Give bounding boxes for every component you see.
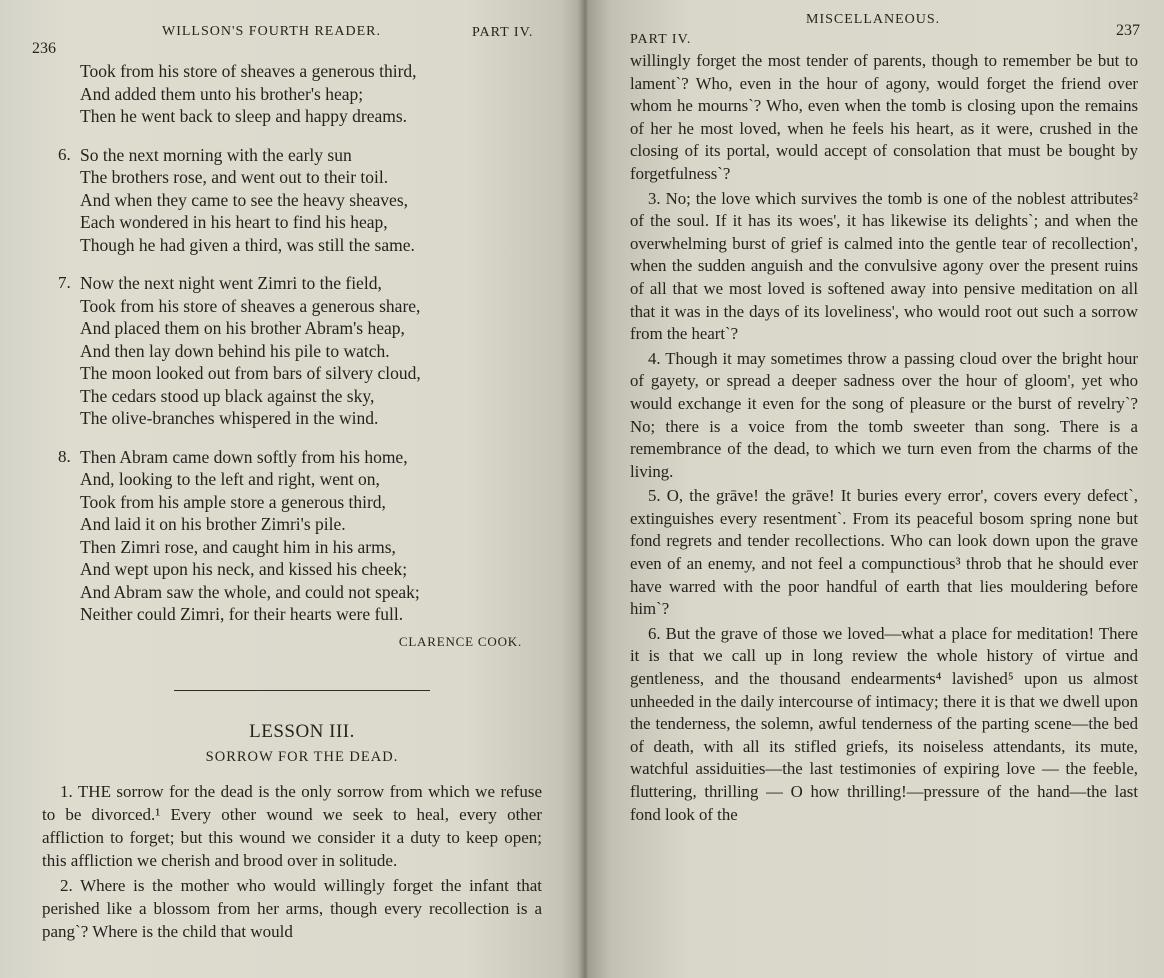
left-running-title: WILLSON'S FOURTH READER. bbox=[162, 24, 381, 39]
poem-line: Neither could Zimri, for their hearts were full. bbox=[80, 604, 404, 624]
lesson-paragraph: 6. But the grave of those we loved—what a place for meditation! There it is that we call up in long review the whole history of virtue and gentleness, and the thousand endearments⁴ lavished⁵ upon us almost unheeded in the daily intercourse of intimacy; there it is that we dwell upon the tenderness, the solemn, awful tenderness of the parting scene—the bed of death, with all its stifled griefs, its noiseless attendants, its mute, watchful assiduities—the last testimonies of expiring love — the feeble, fluttering, thrilling — O how thrilling!—pressure of the hand—the last fond look of the bbox=[630, 623, 1138, 824]
poem-line: Now the next night went Zimri to the field, bbox=[80, 273, 382, 293]
poem-line: And laid it on his brother Zimri's pile. bbox=[80, 514, 346, 534]
right-part-label: PART IV. bbox=[630, 32, 692, 47]
poem-line: And Abram saw the whole, and could not speak; bbox=[80, 581, 420, 602]
poem-line: And placed them on his brother Abram's heap, bbox=[80, 318, 405, 338]
left-page-number: 236 bbox=[32, 40, 56, 57]
poem-line: Took from his store of sheaves a generous third, bbox=[80, 61, 417, 81]
left-running-head bbox=[32, 20, 542, 62]
lesson-paragraph: 1. THE sorrow for the dead is the only sorrow from which we refuse to be divorced.¹ Every other wound we seek to heal, every other affliction to forget; but this wound we consider it a duty to keep open; this affliction we cherish and brood over in solitude. bbox=[42, 781, 542, 870]
poem-line: Took from his ample store a generous third, bbox=[80, 491, 386, 512]
poem-line: Though he had given a third, was still the same. bbox=[80, 234, 415, 255]
lesson-title: LESSON III. bbox=[249, 720, 355, 742]
poem-line: The brothers rose, and went out to their toil. bbox=[80, 167, 389, 187]
stanza-number: 7. bbox=[58, 273, 71, 292]
section-divider bbox=[174, 690, 430, 691]
poem-attribution: CLARENCE COOK. bbox=[398, 633, 522, 649]
poem-line: Then Abram came down softly from his home, bbox=[80, 446, 408, 467]
left-part-label: PART IV. bbox=[472, 25, 534, 40]
poem-stanza bbox=[58, 144, 542, 257]
poem-stanza bbox=[58, 446, 542, 626]
lesson-paragraph: 5. O, the grāve! the grāve! It buries every error', covers every defect`, extinguishes every resentment`. From its peaceful bosom spring none but fond regrets and tender recollections. Who can look down upon the grave even of an enemy, and not feel a compunctious³ throb that he should ever have warred with the poor handful of earth that lies mouldering before him`? bbox=[630, 486, 1138, 619]
poem-line: And wept upon his neck, and kissed his cheek; bbox=[80, 559, 408, 579]
poem-line: Took from his store of sheaves a generous share, bbox=[80, 295, 421, 316]
lesson-subtitle: SORROW FOR THE DEAD. bbox=[205, 748, 399, 765]
poem-line: Each wondered in his heart to find his heap, bbox=[80, 212, 388, 232]
lesson-paragraph: 3. No; the love which survives the tomb is one of the noblest attributes² of the soul. If it has its woes', it has likewise its delights`; and when the overwhelming burst of grief is calmed into the gentle tear of recollection', when the sudden anguish and the convulsive agony over the present ruins of all that we most loved is softened away into pensive meditation on all that it was in the days of its loveliness', who would root out such a sorrow from the heart`? bbox=[630, 188, 1138, 344]
stanza-number: 8. bbox=[58, 446, 71, 466]
poem-line: And then lay down behind his pile to watch. bbox=[80, 340, 390, 361]
poem-stanza bbox=[80, 60, 542, 128]
poem-line: The moon looked out from bars of silvery cloud, bbox=[80, 363, 421, 383]
right-page bbox=[588, 0, 1164, 978]
lesson-paragraph: 4. Though it may sometimes throw a passing cloud over the bright hour of gayety, or spread a deeper sadness over the hour of gloom', yet who would exchange it even for the song of pleasure or the burst of revelry`? No; there is a voice from the tomb sweeter than song. There is a remembrance of the dead, to which we turn even from the charms of the living. bbox=[630, 348, 1138, 481]
lesson-paragraph: 2. Where is the mother who would willingly forget the infant that perished like a blossom from her arms, though every recollection is a pang`? Where is the child that would bbox=[42, 875, 542, 941]
right-running-title: MISCELLANEOUS. bbox=[806, 12, 941, 27]
poem-line: And when they came to see the heavy sheaves, bbox=[80, 189, 409, 210]
poem-line: The olive-branches whispered in the wind. bbox=[80, 408, 379, 428]
lesson-paragraph: willingly forget the most tender of parents, though to remember be but to lament`? Who, even in the hour of agony, would forget the friend over whom he mourns`? Who, even when the tomb is closing upon the remains of her he most loved, when he feels his heart, as it were, crushed in the closing of its portal, would accept of consolation that must be bought by forgetfulness`? bbox=[630, 51, 1138, 183]
poem-line: So the next morning with the early sun bbox=[80, 144, 352, 165]
poem-line: And, looking to the left and right, went on, bbox=[80, 469, 380, 489]
poem-stanza bbox=[58, 272, 542, 430]
poem-line: And added them unto his brother's heap; bbox=[80, 83, 364, 104]
poem-line: The cedars stood up black against the sky, bbox=[80, 385, 375, 406]
right-page-number: 237 bbox=[1116, 22, 1140, 39]
poem-line: Then he went back to sleep and happy dreams. bbox=[80, 106, 408, 126]
stanza-number: 6. bbox=[58, 144, 71, 164]
right-running-head bbox=[630, 8, 1138, 50]
poem-line: Then Zimri rose, and caught him in his arms, bbox=[80, 536, 396, 557]
